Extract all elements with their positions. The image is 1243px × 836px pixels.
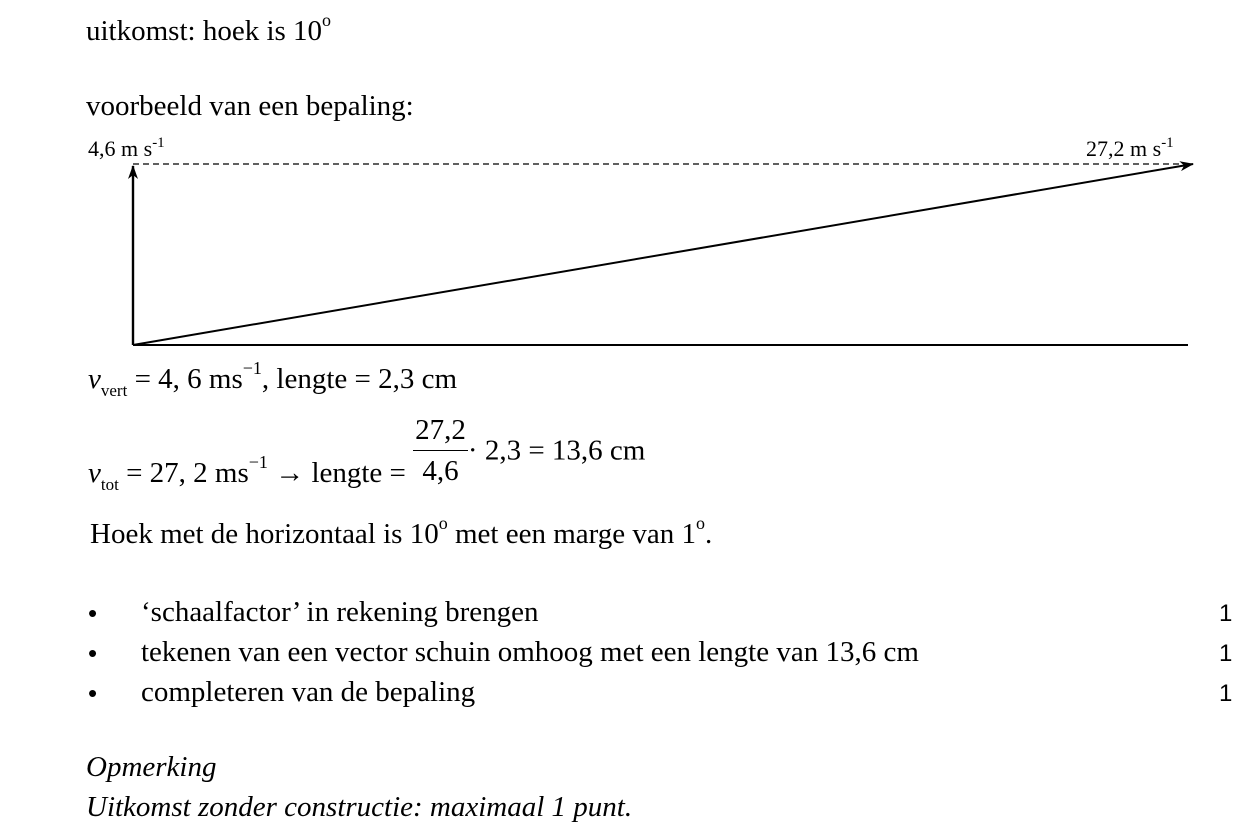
bullet: • bbox=[88, 678, 98, 708]
equation-vertical bbox=[88, 358, 458, 400]
criterion-text: ‘schaalfactor’ in rekening brengen bbox=[141, 596, 539, 628]
eq2-frac-den: 4,6 bbox=[422, 455, 459, 487]
eq2-frac-num: 27,2 bbox=[413, 416, 468, 451]
eq2-rhs-a: = 27, 2 ms bbox=[126, 456, 249, 489]
eq2-sup: −1 bbox=[248, 451, 268, 472]
total-vector-label: 27,2 m $s^{-1}$ bbox=[1086, 135, 1174, 161]
vertical-vector-label: 4,6 m $s^{-1}$ bbox=[88, 135, 165, 161]
remark-title: Opmerking bbox=[86, 751, 217, 783]
criterion-points: 1 bbox=[1219, 680, 1233, 707]
criterion-text: tekenen van een vector schuin omhoog met een lengte van 13,6 cm bbox=[141, 636, 919, 668]
criterion-points: 1 bbox=[1219, 600, 1233, 627]
criterion-text: completeren van de bepaling bbox=[141, 676, 476, 708]
eq2-fraction bbox=[413, 416, 468, 486]
bullet: • bbox=[88, 638, 98, 668]
example-heading: voorbeeld van een bepaling: bbox=[86, 90, 414, 122]
criterion-points: 1 bbox=[1219, 640, 1233, 667]
eq2-var: v bbox=[88, 456, 101, 489]
eq1-rhs-a: = 4, 6 ms bbox=[134, 363, 243, 395]
eq1-rhs-b: , lengte = 2,3 cm bbox=[261, 363, 458, 395]
eq1-var: v bbox=[88, 363, 101, 395]
eq2-sub: tot bbox=[100, 474, 119, 494]
eq2-rhs-c: · 2,3 = 13,6 cm bbox=[467, 434, 646, 467]
equation-total bbox=[88, 414, 646, 494]
result-text: hoek is 10 bbox=[202, 15, 323, 47]
angle-conclusion: Hoek met de horizontaal is 10$^o$ met een marge van 1$^o$. bbox=[90, 513, 713, 550]
result-degree-sup: o bbox=[322, 10, 332, 30]
result-prefix: uitkomst: bbox=[86, 15, 196, 47]
bullet: • bbox=[88, 598, 98, 628]
eq2-rhs-b: → lengte = bbox=[267, 456, 406, 489]
remark-text: Uitkomst zonder constructie: maximaal 1 punt. bbox=[86, 791, 633, 823]
eq1-sub: vert bbox=[100, 381, 128, 400]
total-vector-arrow bbox=[133, 164, 1193, 345]
eq1-sup: −1 bbox=[242, 358, 262, 378]
